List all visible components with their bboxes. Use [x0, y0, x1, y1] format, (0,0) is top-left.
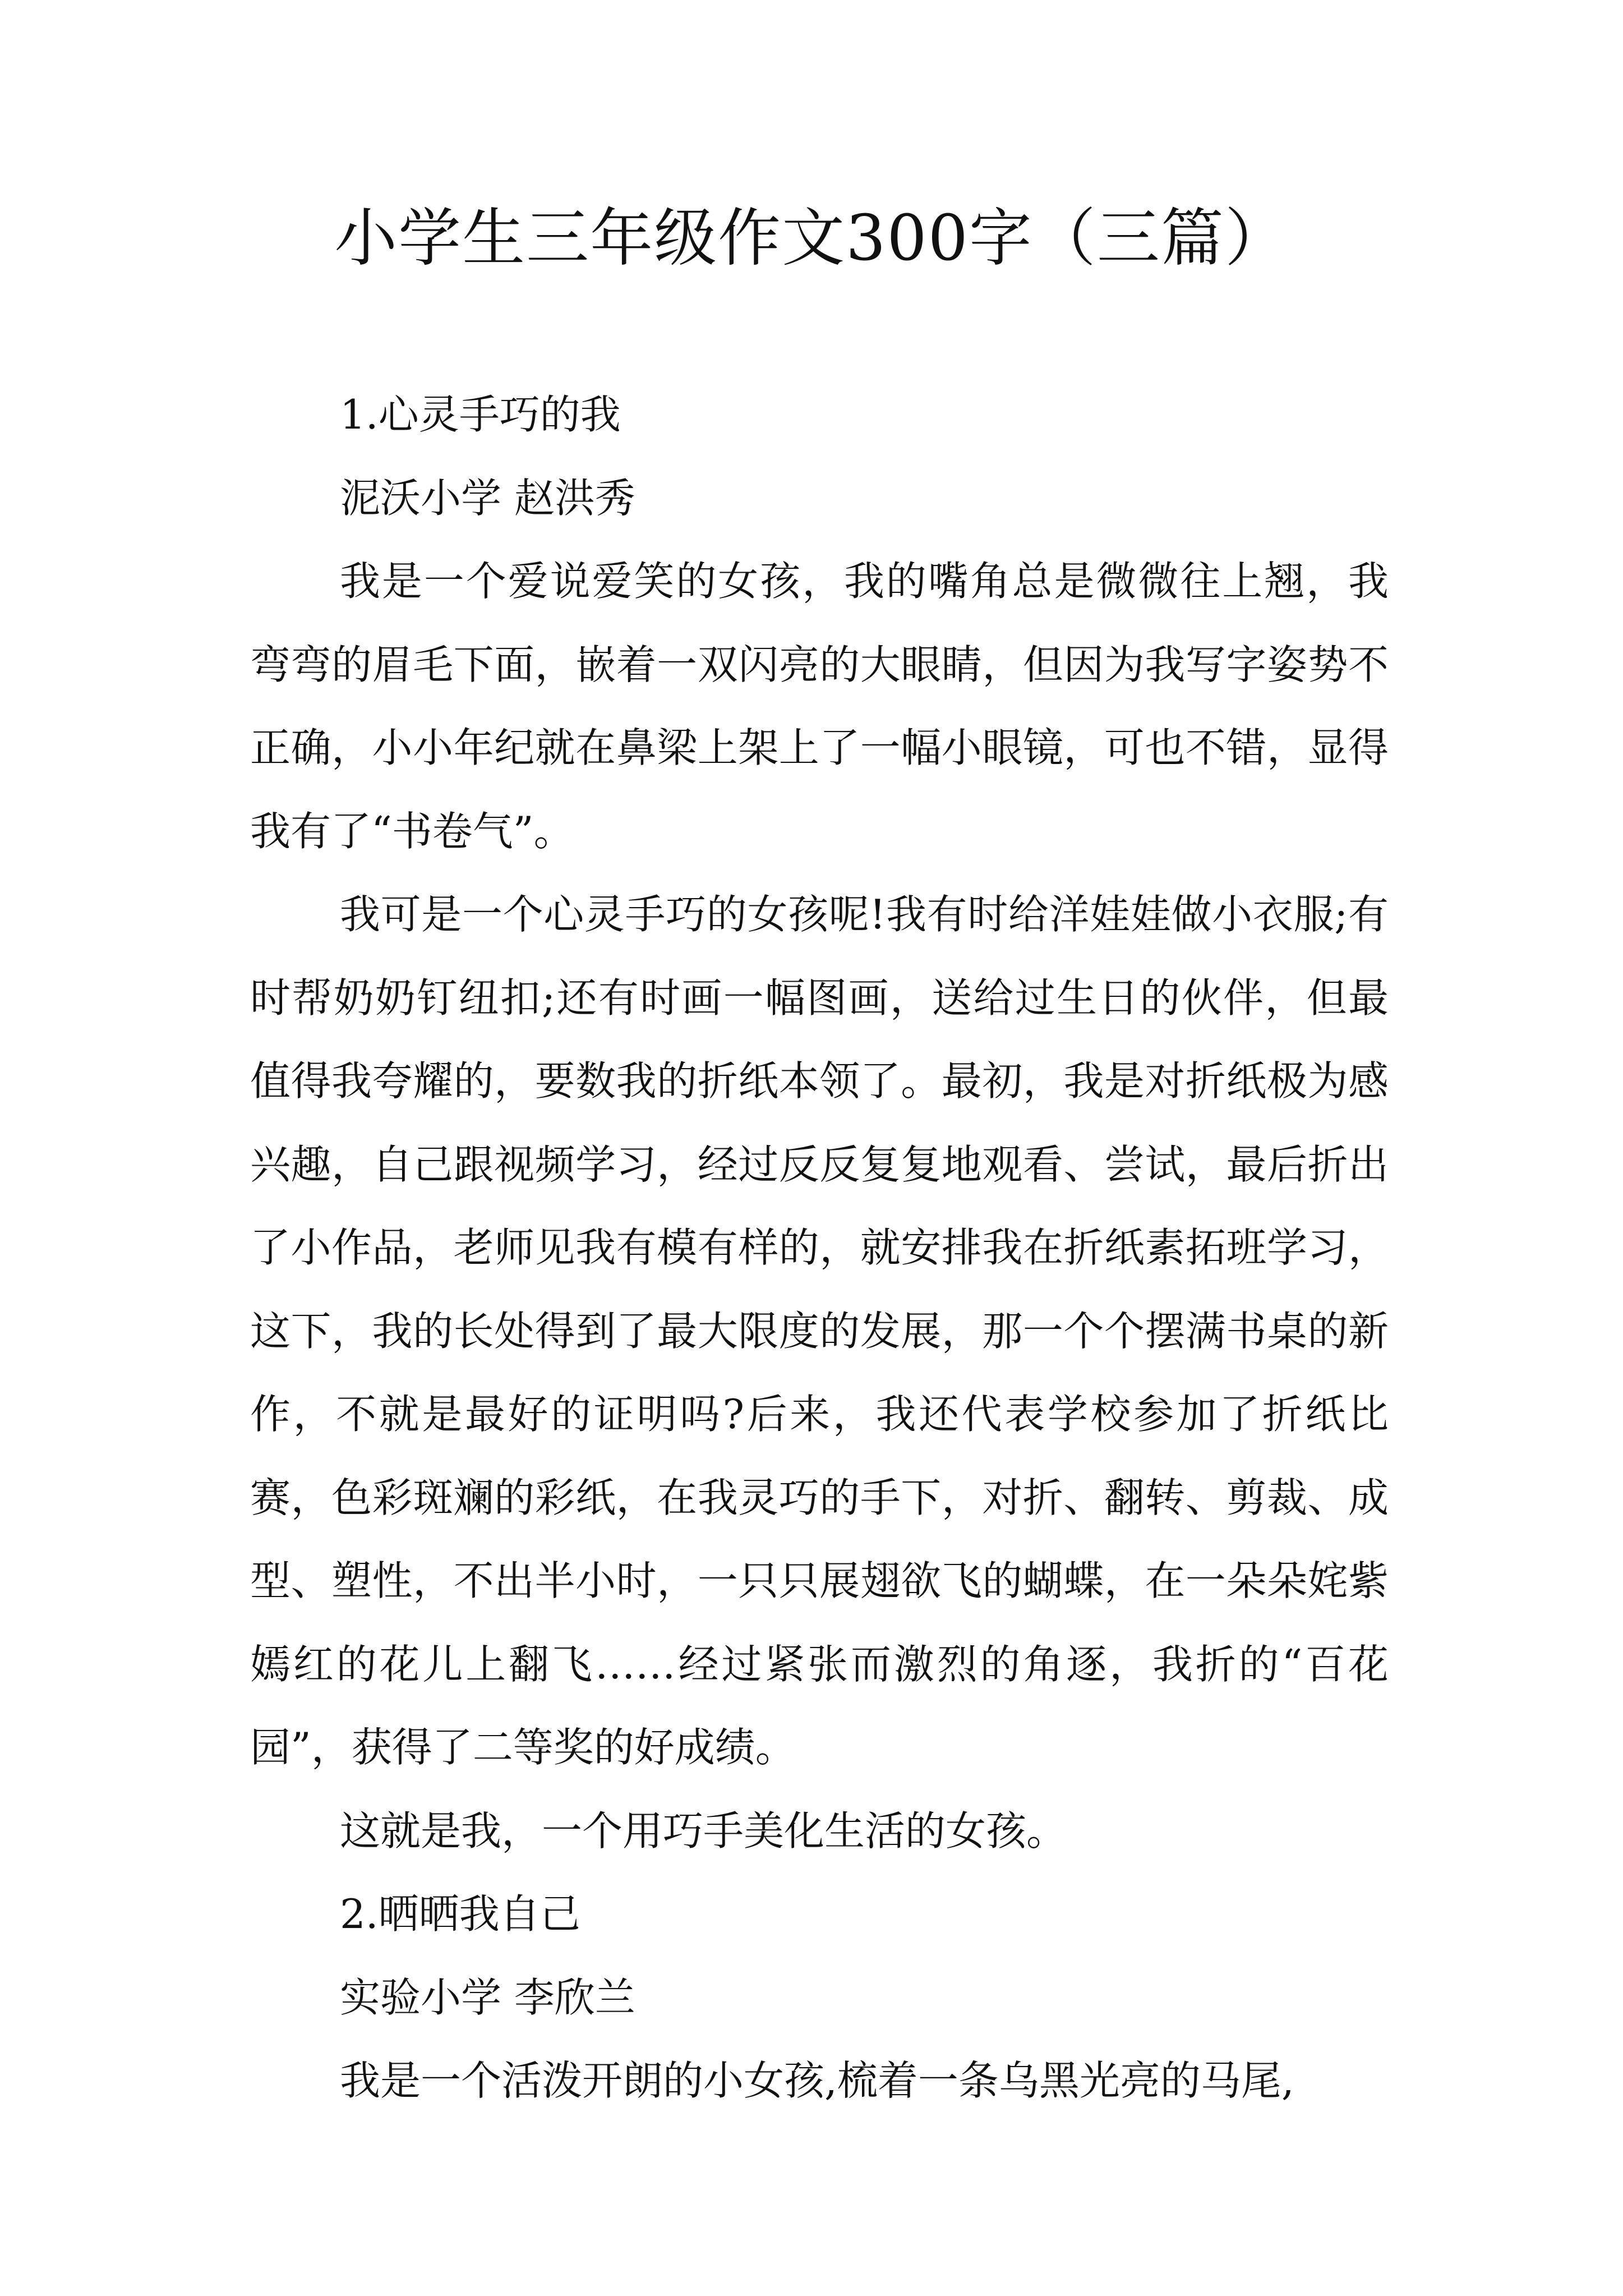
- section-heading-2: 2.晒晒我自己: [340, 1890, 580, 1938]
- body-paragraph: 我是一个活泼开朗的小女孩,梳着一条乌黑光亮的马尾,: [340, 2057, 1294, 2104]
- body-paragraph: 这就是我，一个用巧手美化生活的女孩。: [340, 1807, 1067, 1855]
- document-title: 小学生三年级作文300字（三篇）: [334, 202, 1289, 275]
- author-line-1: 泥沃小学 赵洪秀: [340, 474, 635, 522]
- body-paragraph: 我是一个爱说爱笑的女孩，我的嘴角总是微微往上翘，我弯弯的眉毛下面，嵌着一双闪亮的大眼睛，但因为我写字姿势不正确，小小年纪就在鼻梁上架上了一幅小眼镜，可也不错，显得我有了“书卷气”。: [250, 558, 1389, 855]
- author-line-2: 实验小学 李欣兰: [340, 1973, 635, 2021]
- body-paragraph: 我可是一个心灵手巧的女孩呢!我有时给洋娃娃做小衣服;有时帮奶奶钉纽扣;还有时画一幅图画，送给过生日的伙伴，但最值得我夸耀的，要数我的折纸本领了。最初，我是对折纸极为感兴趣，自己跟视频学习，经过反反复复地观看、尝试，最后折出了小作品，老师见我有模有样的，就安排我在折纸素拓班学习，这下，我的长处得到了最大限度的发展，那一个个摆满书桌的新作，不就是最好的证明吗?后来，我还代表学校参加了折纸比赛，色彩斑斓的彩纸，在我灵巧的手下，对折、翻转、剪裁、成型、塑性，不出半小时，一只只展翅欲飞的蝴蝶，在一朵朵姹紫嫣红的花儿上翻飞……经过紧张而激烈的角逐，我折的“百花园”，获得了二等奖的好成绩。: [250, 891, 1389, 1771]
- section-heading-1: 1.心灵手巧的我: [340, 391, 621, 438]
- document-body: [250, 373, 1389, 2123]
